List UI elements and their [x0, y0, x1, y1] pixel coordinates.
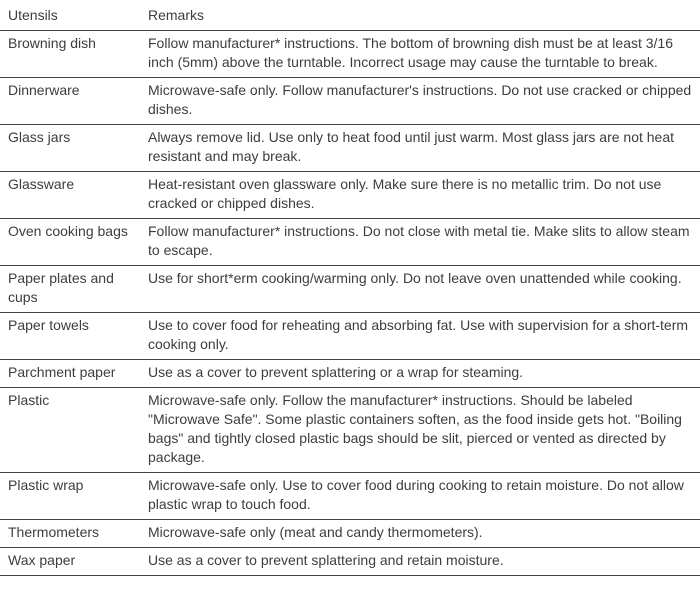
utensil-remarks: Always remove lid. Use only to heat food until just warm. Most glass jars are not heat resistant and may break. — [140, 125, 700, 172]
table-row — [0, 172, 700, 219]
utensil-name: Plastic — [0, 388, 140, 473]
column-header-utensils: Utensils — [0, 4, 140, 31]
utensil-remarks: Follow manufacturer* instructions. The bottom of browning dish must be at least 3/16 inch (5mm) above the turntable. Incorrect usage may cause the turntable to break. — [140, 31, 700, 78]
utensil-name: Plastic wrap — [0, 473, 140, 520]
utensil-remarks: Heat-resistant oven glassware only. Make sure there is no metallic trim. Do not use cracked or chipped dishes. — [140, 172, 700, 219]
utensil-name: Wax paper — [0, 548, 140, 576]
utensil-remarks: Microwave-safe only. Follow the manufacturer* instructions. Should be labeled "Microwave Safe". Some plastic containers soften, as the food inside gets hot. "Boiling bags" and tightly closed plastic bags should be slit, pierced or vented as directed by package. — [140, 388, 700, 473]
table-row — [0, 78, 700, 125]
utensil-remarks: Microwave-safe only. Use to cover food during cooking to retain moisture. Do not allow plastic wrap to touch food. — [140, 473, 700, 520]
table-row — [0, 473, 700, 520]
utensil-name: Parchment paper — [0, 360, 140, 388]
utensil-name: Paper towels — [0, 313, 140, 360]
utensil-remarks: Microwave-safe only (meat and candy thermometers). — [140, 520, 700, 548]
table-row — [0, 388, 700, 473]
utensil-name: Paper plates and cups — [0, 266, 140, 313]
utensil-remarks: Use for short*erm cooking/warming only. Do not leave oven unattended while cooking. — [140, 266, 700, 313]
utensil-name: Glass jars — [0, 125, 140, 172]
table-row — [0, 219, 700, 266]
utensil-remarks: Use as a cover to prevent splattering and retain moisture. — [140, 548, 700, 576]
table-row — [0, 360, 700, 388]
table-row — [0, 266, 700, 313]
utensils-table — [0, 4, 700, 576]
utensil-name: Oven cooking bags — [0, 219, 140, 266]
utensil-remarks: Follow manufacturer* instructions. Do not close with metal tie. Make slits to allow steam to escape. — [140, 219, 700, 266]
utensil-remarks: Use as a cover to prevent splattering or a wrap for steaming. — [140, 360, 700, 388]
table-row — [0, 31, 700, 78]
table-row — [0, 313, 700, 360]
utensil-name: Browning dish — [0, 31, 140, 78]
table-row — [0, 520, 700, 548]
utensil-name: Glassware — [0, 172, 140, 219]
utensil-name: Thermometers — [0, 520, 140, 548]
utensil-remarks: Use to cover food for reheating and absorbing fat. Use with supervision for a short-term cooking only. — [140, 313, 700, 360]
table-row — [0, 125, 700, 172]
utensil-remarks: Microwave-safe only. Follow manufacturer's instructions. Do not use cracked or chipped dishes. — [140, 78, 700, 125]
utensil-name: Dinnerware — [0, 78, 140, 125]
column-header-remarks: Remarks — [140, 4, 700, 31]
table-header-row — [0, 4, 700, 31]
table-row — [0, 548, 700, 576]
